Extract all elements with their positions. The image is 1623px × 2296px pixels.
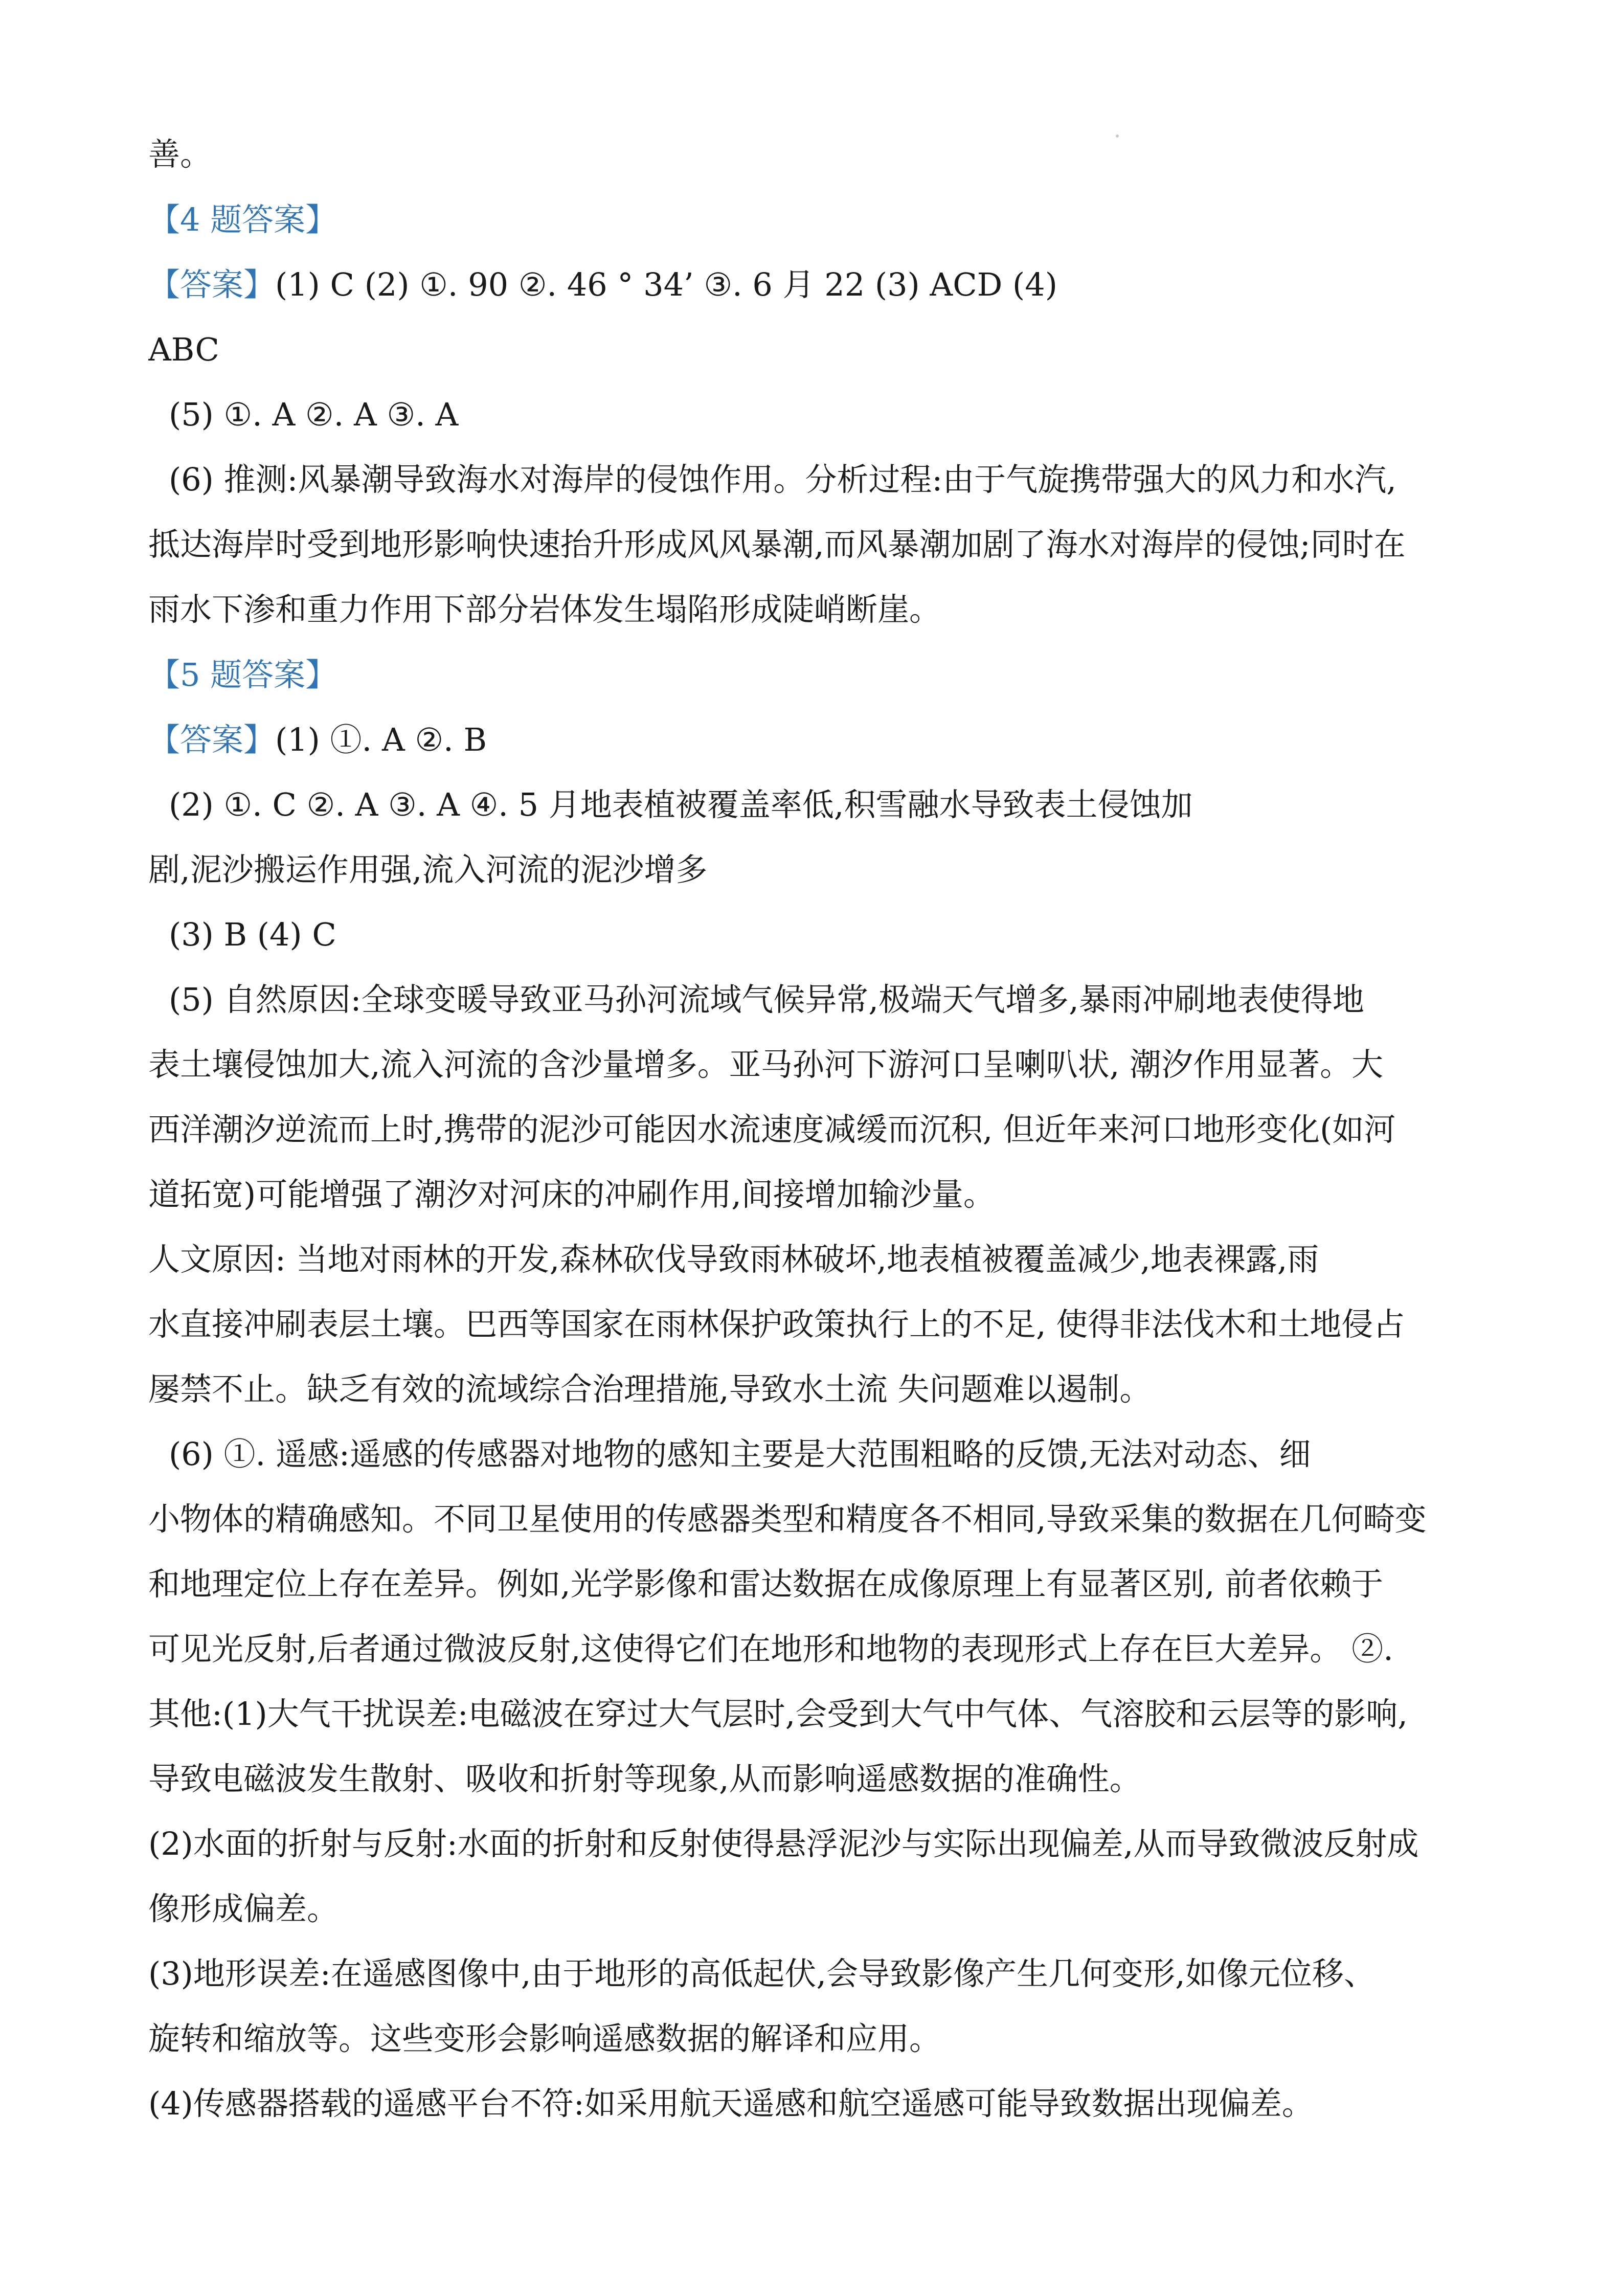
- q5-answer-choices: (1) ①. A ②. B: [275, 721, 487, 758]
- answer-tag: 【答案】: [148, 266, 276, 303]
- text-line: 道拓宽)可能增强了潮汐对河床的冲刷作用,间接增加输沙量。: [148, 1176, 995, 1213]
- q5-answer-line: [148, 719, 1488, 760]
- q5-heading: 【5 题答案】: [148, 656, 337, 693]
- text-line: (2)水面的折射与反射:水面的折射和反射使得悬浮泥沙与实际出现偏差,从而导致微波反射成: [148, 1825, 1419, 1862]
- q4-answer-choices: (1) C (2) ①. 90 ②. 46 ° 34’ ③. 6 月 22 (3) ACD (4): [275, 266, 1057, 303]
- q4-heading: 【4 题答案】: [148, 201, 337, 238]
- text-line: (4)传感器搭载的遥感平台不符:如采用航天遥感和航空遥感可能导致数据出现偏差。: [148, 2085, 1314, 2122]
- text-line: 小物体的精确感知。不同卫星使用的传感器类型和精度各不相同,导致采集的数据在几何畸变: [148, 1500, 1427, 1538]
- text-line: 表土壤侵蚀加大,流入河流的含沙量增多。亚马孙河下游河口呈喇叭状, 潮汐作用显著。大: [148, 1046, 1384, 1083]
- text-line: 人文原因: 当地对雨林的开发,森林砍伐导致雨林破坏,地表植被覆盖减少,地表裸露,雨: [148, 1241, 1319, 1278]
- text-line: 其他:(1)大气干扰误差:电磁波在穿过大气层时,会受到大气中气体、气溶胶和云层等的影响,: [148, 1695, 1408, 1732]
- text-line: (2) ①. C ②. A ③. A ④. 5 月地表植被覆盖率低,积雪融水导致表土侵蚀加: [169, 786, 1193, 823]
- text-line: ABC: [148, 331, 219, 368]
- text-line: 善。: [148, 136, 212, 173]
- text-line: 屡禁不止。缺乏有效的流域综合治理措施,导致水土流 失问题难以遏制。: [148, 1370, 1152, 1408]
- text-line: (5) 自然原因:全球变暖导致亚马孙河流域气候异常,极端天气增多,暴雨冲刷地表使得地: [169, 981, 1364, 1018]
- text-line: 导致电磁波发生散射、吸收和折射等现象,从而影响遥感数据的准确性。: [148, 1760, 1141, 1797]
- text-line: 旋转和缩放等。这些变形会影响遥感数据的解译和应用。: [148, 2020, 941, 2057]
- text-line: 像形成偏差。: [148, 1890, 339, 1927]
- text-line: 抵达海岸时受到地形影响快速抬升形成风风暴潮,而风暴潮加剧了海水对海岸的侵蚀;同时在: [148, 526, 1406, 563]
- text-line: (6) ①. 遥感:遥感的传感器对地物的感知主要是大范围粗略的反馈,无法对动态、细: [169, 1435, 1311, 1473]
- answer-tag: 【答案】: [148, 721, 276, 758]
- text-line: 水直接冲刷表层土壤。巴西等国家在雨林保护政策执行上的不足, 使得非法伐木和土地侵占: [148, 1305, 1405, 1343]
- text-line: (3)地形误差:在遥感图像中,由于地形的高低起伏,会导致影像产生几何变形,如像元位移、: [148, 1955, 1376, 1992]
- text-line: 西洋潮汐逆流而上时,携带的泥沙可能因水流速度减缓而沉积, 但近年来河口地形变化(如河: [148, 1111, 1396, 1148]
- text-line: (3) B (4) C: [169, 916, 336, 953]
- text-line: (6) 推测:风暴潮导致海水对海岸的侵蚀作用。分析过程:由于气旋携带强大的风力和水汽,: [169, 461, 1397, 498]
- text-line: (5) ①. A ②. A ③. A: [169, 396, 459, 433]
- text-line: 剧,泥沙搬运作用强,流入河流的泥沙增多: [148, 851, 708, 888]
- text-line: 可见光反射,后者通过微波反射,这使得它们在地形和地物的表现形式上存在巨大差异。 ②.: [148, 1630, 1393, 1668]
- q4-answer-line: [148, 264, 1488, 305]
- text-line: 和地理定位上存在差异。例如,光学影像和雷达数据在成像原理上有显著区别, 前者依赖于: [148, 1565, 1384, 1603]
- text-line: 雨水下渗和重力作用下部分岩体发生塌陷形成陡峭断崖。: [148, 591, 941, 628]
